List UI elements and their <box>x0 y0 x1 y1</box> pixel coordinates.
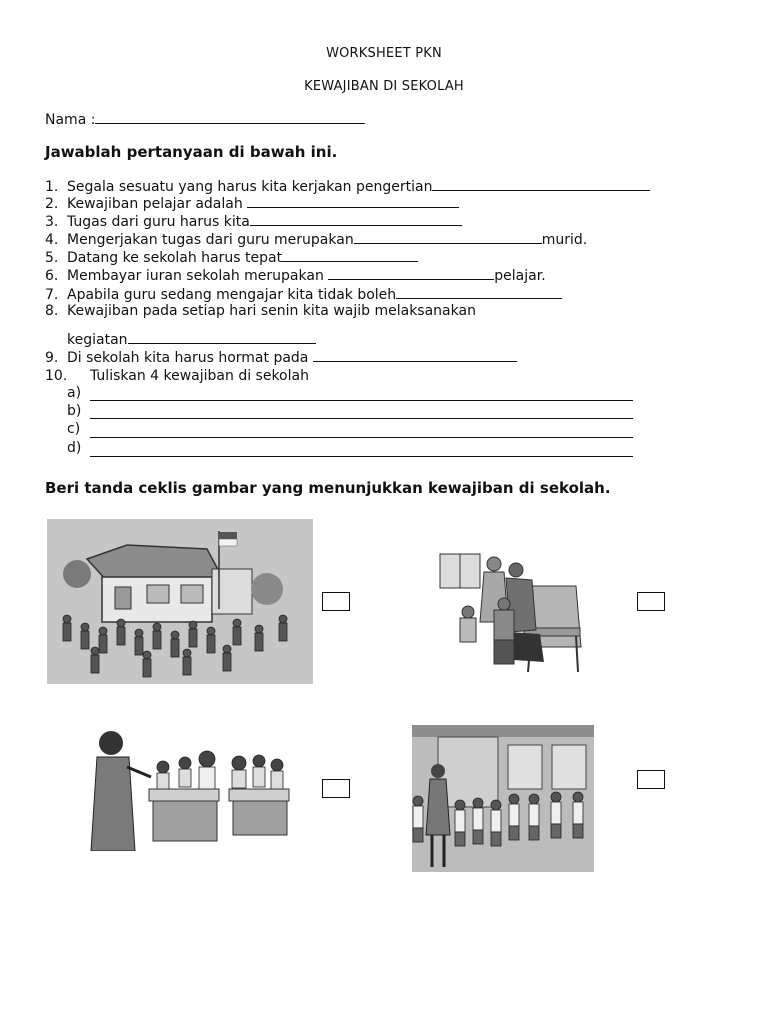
answer-blank[interactable] <box>128 331 316 344</box>
answer-blank[interactable] <box>313 349 517 362</box>
question-number: 1. <box>45 179 59 195</box>
question-number: 10. <box>45 368 68 384</box>
name-blank[interactable] <box>95 111 365 124</box>
question-text: Tuliskan 4 kewajiban di sekolah <box>90 368 309 384</box>
question-number: 2. <box>45 196 59 212</box>
question-suffix: murid. <box>541 232 588 248</box>
school-yard-picture <box>47 519 313 684</box>
answer-blank[interactable] <box>432 178 650 191</box>
sub-item-c: c) <box>67 421 81 437</box>
answer-blank[interactable] <box>354 231 542 244</box>
question-text: kegiatan <box>67 332 128 348</box>
answer-blank[interactable] <box>396 286 562 299</box>
question-text: Kewajiban pada setiap hari senin kita wajib melaksanakan <box>67 303 476 319</box>
name-label: Nama : <box>45 112 96 128</box>
question-7 <box>45 286 562 303</box>
question-text: Membayar iuran sekolah merupakan <box>67 268 324 284</box>
answer-blank[interactable] <box>282 249 418 262</box>
answer-line-d[interactable] <box>90 456 633 457</box>
question-8 <box>45 303 476 319</box>
question-10 <box>45 368 309 384</box>
question-number: 5. <box>45 250 59 266</box>
question-6 <box>45 267 546 284</box>
question-number: 4. <box>45 232 59 248</box>
answer-blank[interactable] <box>250 213 462 226</box>
students-line-picture <box>412 725 594 872</box>
question-text: Kewajiban pelajar adalah <box>67 196 243 212</box>
question-2 <box>45 195 459 212</box>
answer-line-a[interactable] <box>90 400 633 401</box>
worksheet-title: WORKSHEET PKN <box>326 46 442 61</box>
classroom-picture <box>89 727 293 851</box>
section1-heading: Jawablah pertanyaan di bawah ini. <box>45 143 338 161</box>
sub-item-a: a) <box>67 385 82 401</box>
family-picture <box>436 552 584 676</box>
question-text: Datang ke sekolah harus tepat <box>67 250 283 266</box>
answer-blank[interactable] <box>328 267 494 280</box>
question-number: 8. <box>45 303 59 319</box>
answer-line-c[interactable] <box>90 437 633 438</box>
section2-heading: Beri tanda ceklis gambar yang menunjukkan kewajiban di sekolah. <box>45 479 611 497</box>
sub-item-d: d) <box>67 440 82 456</box>
question-text: Di sekolah kita harus hormat pada <box>67 350 309 366</box>
answer-line-b[interactable] <box>90 418 633 419</box>
question-text: Tugas dari guru harus kita <box>67 214 250 230</box>
question-4 <box>45 231 587 248</box>
question-text: Mengerjakan tugas dari guru merupakan <box>67 232 354 248</box>
name-field <box>45 111 365 128</box>
question-number: 6. <box>45 268 59 284</box>
question-number: 7. <box>45 287 59 303</box>
sub-item-b: b) <box>67 403 82 419</box>
question-number: 9. <box>45 350 59 366</box>
checkbox-picture-4[interactable] <box>637 770 665 789</box>
question-9 <box>45 349 517 366</box>
answer-blank[interactable] <box>247 195 459 208</box>
question-text: Apabila guru sedang mengajar kita tidak boleh <box>67 287 397 303</box>
question-1 <box>45 178 650 195</box>
question-number: 3. <box>45 214 59 230</box>
question-5 <box>45 249 418 266</box>
checkbox-picture-1[interactable] <box>322 592 350 611</box>
question-text: Segala sesuatu yang harus kita kerjakan pengertian <box>67 179 433 195</box>
question-suffix: pelajar. <box>494 268 546 284</box>
checkbox-picture-2[interactable] <box>637 592 665 611</box>
question-3 <box>45 213 462 230</box>
checkbox-picture-3[interactable] <box>322 779 350 798</box>
worksheet-subtitle: KEWAJIBAN DI SEKOLAH <box>304 79 464 94</box>
question-8-continuation <box>67 331 316 348</box>
